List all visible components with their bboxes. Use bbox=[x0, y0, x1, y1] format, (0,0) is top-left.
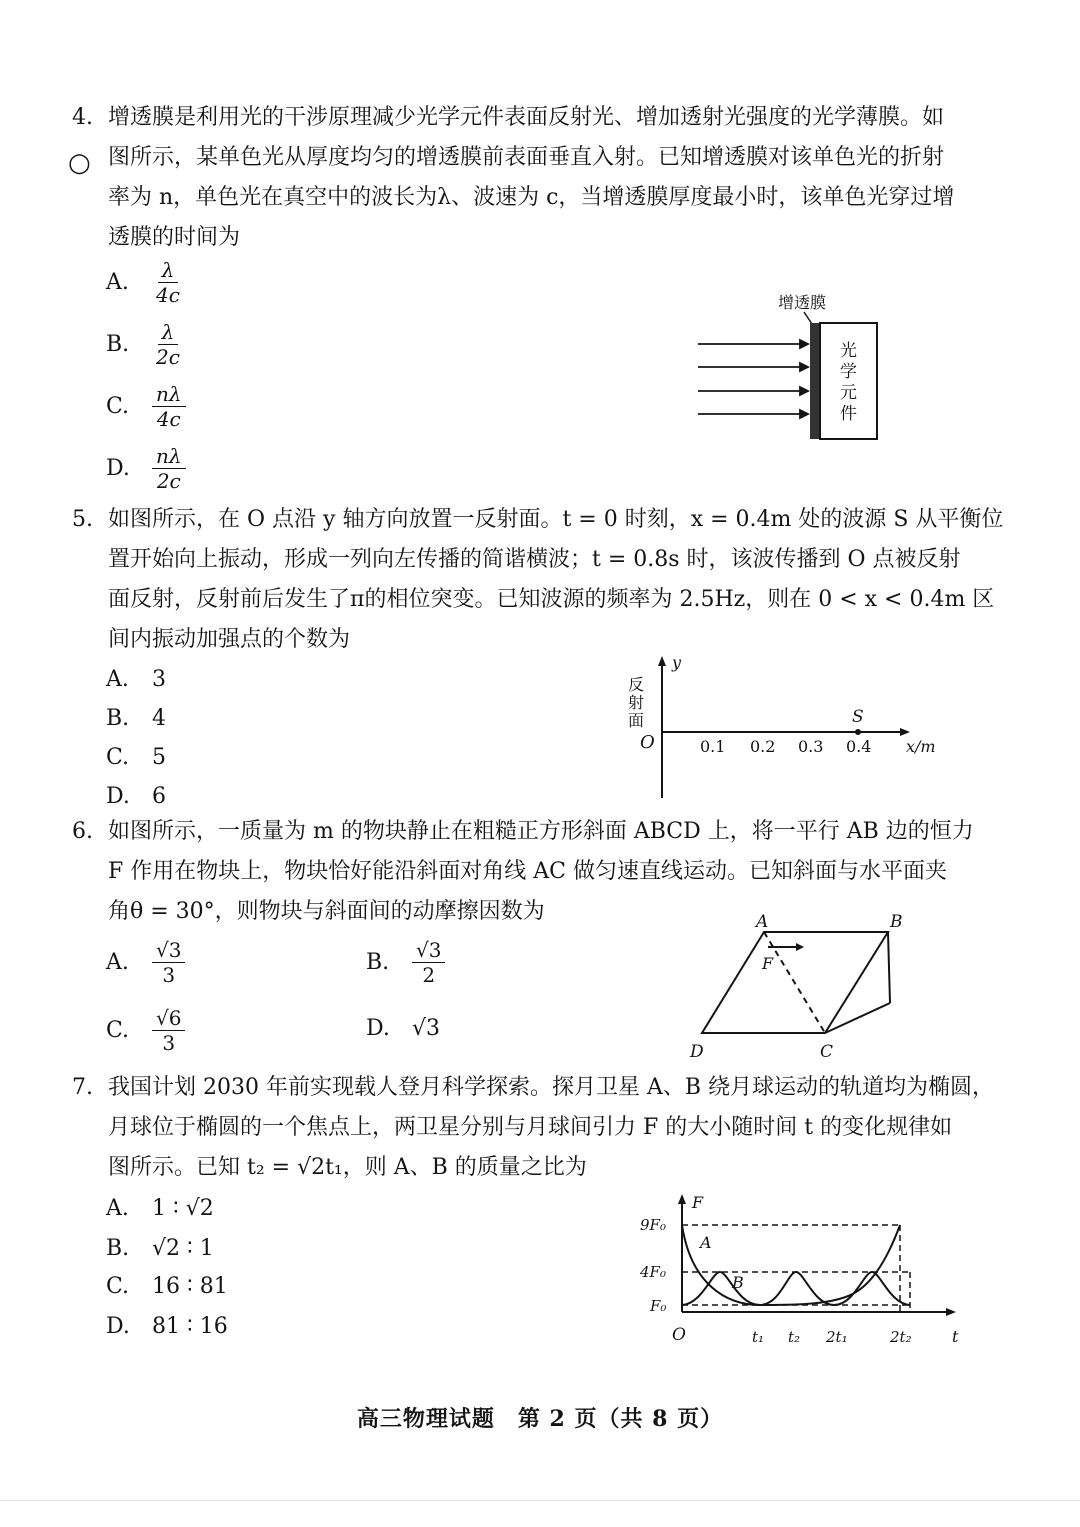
arrow-head-icon bbox=[800, 363, 808, 371]
option-d[interactable] bbox=[106, 784, 166, 809]
option-label: B. bbox=[106, 1236, 130, 1261]
fraction bbox=[152, 382, 186, 431]
question-number: 6. bbox=[72, 819, 93, 844]
option-label: D. bbox=[106, 1314, 130, 1339]
arrow-head-icon bbox=[800, 387, 808, 395]
option-label: D. bbox=[106, 784, 130, 809]
option-value: 5 bbox=[152, 745, 166, 770]
denominator: 2 bbox=[422, 963, 436, 987]
option-label: A. bbox=[106, 667, 129, 692]
option-label: A. bbox=[106, 1196, 129, 1221]
vertex-label-d: D bbox=[690, 1042, 704, 1062]
figure-antireflection-film bbox=[690, 288, 890, 448]
film-label: 增透膜 bbox=[778, 293, 827, 312]
option-a[interactable] bbox=[106, 938, 185, 987]
curve-a bbox=[682, 1225, 900, 1305]
option-b[interactable] bbox=[106, 1236, 214, 1261]
element-label-char: 光 bbox=[840, 341, 857, 361]
f-tick-label: 4F₀ bbox=[640, 1263, 666, 1281]
question-text-line: 我国计划 2030 年前实现载人登月科学探索。探月卫星 A、B 绕月球运动的轨道均为椭圆， bbox=[108, 1075, 995, 1100]
vertex-label-c: C bbox=[820, 1042, 834, 1062]
option-a[interactable] bbox=[106, 667, 166, 692]
denominator: 3 bbox=[162, 963, 176, 987]
fraction bbox=[152, 444, 186, 493]
fraction bbox=[412, 938, 445, 987]
option-c[interactable] bbox=[106, 1274, 228, 1299]
question-text-line: 透膜的时间为 bbox=[108, 225, 241, 250]
x-axis-arrow-icon bbox=[900, 728, 910, 736]
fraction bbox=[152, 258, 184, 307]
question-text-line: 面反射，反射前后发生了π的相位突变。已知波源的频率为 2.5Hz，则在 0 < x < 0.4m 区 bbox=[108, 587, 995, 612]
f-axis-arrow-icon bbox=[678, 1194, 686, 1204]
denominator: 4c bbox=[156, 407, 181, 431]
wave-source-dot bbox=[855, 729, 861, 735]
numerator: √3 bbox=[152, 938, 185, 963]
question-number: 7. bbox=[72, 1075, 93, 1100]
option-label: C. bbox=[106, 1274, 130, 1299]
option-value: √3 bbox=[412, 1016, 441, 1041]
option-value: 3 bbox=[152, 667, 166, 692]
f-tick-label: F₀ bbox=[650, 1297, 667, 1315]
option-label: C. bbox=[106, 1018, 130, 1043]
curve-b bbox=[682, 1272, 910, 1305]
numerator: √6 bbox=[152, 1006, 185, 1031]
option-label: B. bbox=[366, 950, 390, 975]
figure-incline bbox=[680, 905, 920, 1065]
option-label: B. bbox=[106, 332, 130, 357]
vertex-label-a: A bbox=[756, 912, 769, 932]
option-value: 1 ∶ √2 bbox=[152, 1196, 214, 1221]
t-tick-label: 2t₁ bbox=[826, 1328, 848, 1346]
x-tick-label: 0.3 bbox=[798, 737, 824, 756]
denominator: 4c bbox=[156, 283, 180, 307]
question-number: 5. bbox=[72, 507, 93, 532]
question-number: 4. bbox=[72, 105, 93, 130]
option-value: 16 ∶ 81 bbox=[152, 1274, 228, 1299]
option-label: B. bbox=[106, 706, 130, 731]
question-text-line: 率为 n，单色光在真空中的波长为λ、波速为 c，当增透膜厚度最小时，该单色光穿过增 bbox=[108, 185, 955, 210]
f-axis-label: F bbox=[692, 1193, 704, 1212]
denominator: 2c bbox=[156, 345, 180, 369]
curve-a-label: A bbox=[700, 1233, 712, 1252]
fraction bbox=[152, 938, 185, 987]
option-b[interactable] bbox=[106, 320, 184, 369]
option-label: C. bbox=[106, 745, 130, 770]
wall-label-char: 面 bbox=[628, 711, 645, 730]
incline-vertical-edge bbox=[888, 932, 890, 1003]
option-value: √2 ∶ 1 bbox=[152, 1236, 214, 1261]
option-c[interactable] bbox=[106, 1006, 185, 1055]
y-axis-label: y bbox=[672, 653, 682, 672]
binding-hole-mark: ○ bbox=[68, 148, 91, 178]
force-arrow-head-icon bbox=[796, 943, 804, 951]
fraction bbox=[152, 1006, 185, 1055]
element-label-char: 学 bbox=[840, 362, 857, 382]
force-label: F bbox=[762, 954, 774, 973]
t-tick-label: t₁ bbox=[752, 1328, 765, 1346]
question-text-line: 间内振动加强点的个数为 bbox=[108, 627, 351, 652]
question-text-line: 置开始向上振动，形成一列向左传播的简谐横波；t = 0.8s 时，该波传播到 O 点被反射 bbox=[108, 547, 961, 572]
option-a[interactable] bbox=[106, 1196, 214, 1221]
t-tick-label: 2t₂ bbox=[890, 1328, 912, 1346]
numerator: √3 bbox=[412, 938, 445, 963]
question-text-line: 如图所示，在 O 点沿 y 轴方向放置一反射面。t = 0 时刻，x = 0.4m 处的波源 S 从平衡位 bbox=[108, 507, 1004, 532]
x-axis-label: x/m bbox=[906, 737, 936, 756]
numerator: λ bbox=[158, 258, 179, 283]
question-4 bbox=[72, 98, 987, 258]
denominator: 2c bbox=[156, 469, 181, 493]
option-b[interactable] bbox=[366, 938, 445, 987]
f-tick-label: 9F₀ bbox=[640, 1216, 666, 1234]
option-c[interactable] bbox=[106, 745, 166, 770]
page-footer: 高三物理试题 第 2 页（共 8 页） bbox=[356, 1406, 724, 1432]
option-c[interactable] bbox=[106, 382, 186, 431]
x-tick-label: 0.1 bbox=[700, 737, 726, 756]
question-text-line: 如图所示，一质量为 m 的物块静止在粗糙正方形斜面 ABCD 上，将一平行 AB 边的恒力 bbox=[108, 819, 974, 844]
option-label: D. bbox=[106, 456, 130, 481]
t-tick-label: t₂ bbox=[788, 1328, 801, 1346]
denominator: 3 bbox=[162, 1031, 176, 1055]
option-label: A. bbox=[106, 270, 129, 295]
option-label: D. bbox=[366, 1016, 390, 1041]
film-layer bbox=[810, 323, 820, 439]
fraction bbox=[152, 320, 184, 369]
t-axis-arrow-icon bbox=[946, 1308, 956, 1316]
option-label: C. bbox=[106, 394, 130, 419]
option-value: 4 bbox=[152, 706, 166, 731]
figure-wave-axis bbox=[620, 650, 950, 800]
option-a[interactable] bbox=[106, 258, 184, 307]
y-axis-arrow-icon bbox=[658, 656, 666, 666]
x-tick-label: 0.2 bbox=[750, 737, 776, 756]
question-text-line: 增透膜是利用光的干涉原理减少光学元件表面反射光、增加透射光强度的光学薄膜。如 bbox=[108, 105, 945, 130]
element-label-char: 元 bbox=[840, 383, 857, 403]
vertex-label-b: B bbox=[890, 912, 903, 932]
source-label: S bbox=[852, 707, 864, 727]
question-text-line: 月球位于椭圆的一个焦点上，两卫星分别与月球间引力 F 的大小随时间 t 的变化规律如 bbox=[108, 1115, 953, 1140]
origin-label: O bbox=[672, 1325, 686, 1345]
origin-label: O bbox=[640, 732, 655, 753]
numerator: nλ bbox=[152, 382, 186, 407]
element-label-char: 件 bbox=[840, 404, 857, 424]
question-7 bbox=[72, 1068, 995, 1188]
question-text-line: 角θ = 30°，则物块与斜面间的动摩擦因数为 bbox=[108, 899, 545, 924]
figure-force-time-graph bbox=[636, 1192, 966, 1348]
option-b[interactable] bbox=[106, 706, 166, 731]
question-text-line: F 作用在物块上，物块恰好能沿斜面对角线 AC 做匀速直线运动。已知斜面与水平面夹 bbox=[108, 859, 947, 884]
numerator: nλ bbox=[152, 444, 186, 469]
t-axis-label: t bbox=[952, 1327, 959, 1346]
option-d[interactable] bbox=[106, 444, 186, 493]
numerator: λ bbox=[158, 320, 179, 345]
curve-b-label: B bbox=[732, 1273, 744, 1292]
option-value: 81 ∶ 16 bbox=[152, 1314, 228, 1339]
question-text-line: 图所示。已知 t₂ = √2t₁，则 A、B 的质量之比为 bbox=[108, 1155, 587, 1180]
option-d[interactable] bbox=[366, 1016, 440, 1041]
arrow-head-icon bbox=[800, 340, 808, 348]
question-text-line: 图所示，某单色光从厚度均匀的增透膜前表面垂直入射。已知增透膜对该单色光的折射 bbox=[108, 145, 945, 170]
option-label: A. bbox=[106, 950, 129, 975]
divider bbox=[0, 1500, 1080, 1501]
film-label-pointer bbox=[804, 312, 812, 324]
option-d[interactable] bbox=[106, 1314, 228, 1339]
arrow-head-icon bbox=[800, 410, 808, 418]
wall-label-char: 反 bbox=[628, 675, 645, 694]
wall-label-char: 射 bbox=[628, 693, 645, 712]
option-value: 6 bbox=[152, 784, 166, 809]
question-5 bbox=[72, 500, 1004, 660]
x-tick-label: 0.4 bbox=[846, 737, 872, 756]
